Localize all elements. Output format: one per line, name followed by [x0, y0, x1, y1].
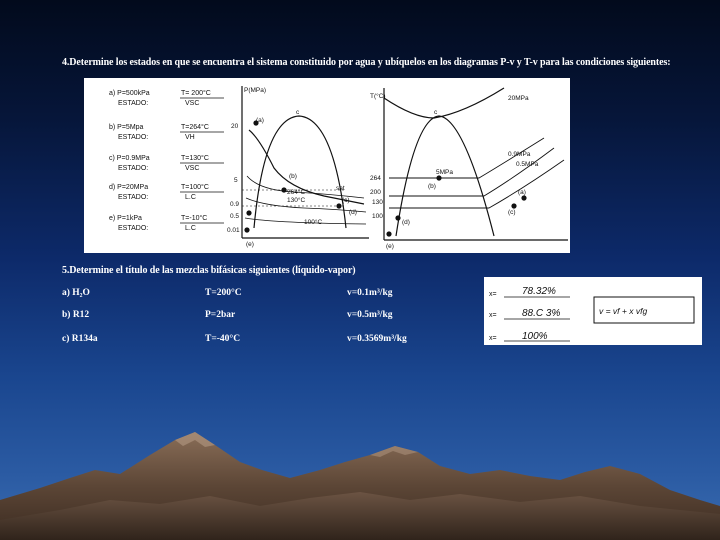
svg-text:5MPa: 5MPa: [436, 169, 453, 176]
answer-c-value: 100%: [522, 331, 548, 342]
state-e-estado-label: ESTADO:: [118, 225, 149, 232]
state-a-temp: T= 200°C: [181, 90, 211, 97]
state-a-line: a) P=500kPa: [109, 90, 150, 97]
svg-text:(b): (b): [428, 183, 436, 190]
svg-text:0.01: 0.01: [227, 227, 240, 234]
svg-text:(b): (b): [289, 173, 297, 180]
q5-row-a-substance: a) H₂O: [62, 288, 90, 298]
q5-row-b-temp: P=2bar: [205, 310, 236, 320]
q5-row-c-substance: c) R134a: [62, 334, 98, 344]
state-e-line: e) P=1kPa: [109, 215, 142, 222]
svg-text:0.9MPa: 0.9MPa: [508, 151, 531, 158]
svg-text:0.5MPa: 0.5MPa: [516, 161, 539, 168]
svg-text:c: c: [434, 109, 438, 116]
pv-axis-label: P(MPa): [244, 87, 267, 94]
q5-row-c-temp: T=-40°C: [205, 334, 241, 344]
q5-row-c-volume: v=0.3569m³/kg: [347, 334, 407, 344]
state-a-estado-label: ESTADO:: [118, 100, 149, 107]
svg-text:5: 5: [234, 177, 238, 184]
svg-text:sat: sat: [336, 185, 345, 192]
svg-text:(e): (e): [386, 243, 394, 250]
pv-tv-diagram-figure: [84, 78, 570, 253]
question-5-title: 5.Determine el título de las mezclas bifásicas siguientes (líquido-vapor): [62, 265, 356, 276]
svg-text:130°C: 130°C: [287, 197, 306, 204]
state-d-estado: L.C: [185, 194, 196, 201]
svg-text:100°C: 100°C: [304, 219, 323, 226]
state-c-line: c) P=0.9MPa: [109, 155, 150, 162]
svg-text:130: 130: [372, 199, 383, 206]
answer-a-value: 78.32%: [522, 286, 556, 297]
question-4-title: 4.Determine los estados en que se encuentra el sistema constituido por agua y ubíquelos en los diagramas P-v y T-v para las condiciones siguientes:: [62, 57, 671, 68]
state-a-estado: VSC: [185, 100, 200, 107]
q5-row-b-volume: v=0.5m³/kg: [347, 310, 393, 320]
q5-row-b-substance: b) R12: [62, 310, 90, 320]
state-d-estado-label: ESTADO:: [118, 194, 149, 201]
answers-box: [484, 277, 702, 345]
svg-text:0.5: 0.5: [230, 213, 240, 220]
svg-text:(e): (e): [246, 241, 254, 248]
state-e-temp: T=-10°C: [181, 215, 208, 222]
svg-text:200: 200: [370, 189, 381, 196]
q5-row-a-volume: v=0.1m³/kg: [347, 288, 393, 298]
state-b-estado-label: ESTADO:: [118, 134, 149, 141]
q5-row-a-temp: T=200°C: [205, 288, 242, 298]
svg-text:c: c: [296, 109, 300, 116]
svg-text:264°C: 264°C: [287, 189, 306, 196]
svg-text:(c): (c): [508, 209, 516, 216]
svg-text:100: 100: [372, 213, 383, 220]
state-c-estado: VSC: [185, 165, 200, 172]
svg-text:(a): (a): [256, 117, 264, 124]
svg-text:20MPa: 20MPa: [508, 95, 529, 102]
svg-text:20: 20: [231, 123, 239, 130]
state-c-estado-label: ESTADO:: [118, 165, 149, 172]
answer-b-label: x=: [489, 312, 497, 319]
svg-text:0.9: 0.9: [230, 201, 240, 208]
answer-b-value: 88.C 3%: [522, 308, 561, 319]
svg-text:(a): (a): [518, 189, 526, 196]
tv-axis-label: T(°C): [370, 93, 386, 100]
tv-diagram: [384, 88, 568, 240]
state-b-estado: VH: [185, 134, 195, 141]
state-d-temp: T=100°C: [181, 184, 209, 191]
svg-text:264: 264: [370, 175, 381, 182]
quality-formula: v = vf + x vfg: [599, 306, 648, 316]
svg-text:(d): (d): [349, 209, 357, 216]
state-c-temp: T=130°C: [181, 155, 209, 162]
svg-text:(d): (d): [402, 219, 410, 226]
state-b-line: b) P=5Mpa: [109, 124, 144, 131]
answer-c-label: x=: [489, 335, 497, 342]
state-d-line: d) P=20MPa: [109, 184, 149, 191]
answer-a-label: x=: [489, 291, 497, 298]
state-e-estado: L.C: [185, 225, 196, 232]
svg-text:(c): (c): [342, 197, 350, 204]
state-b-temp: T=264°C: [181, 124, 209, 131]
